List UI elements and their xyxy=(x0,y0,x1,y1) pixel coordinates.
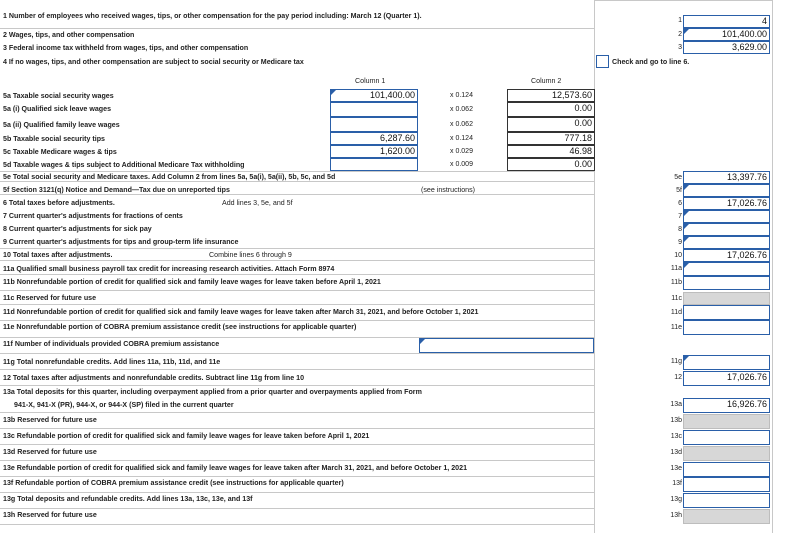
right-line-label: 12 xyxy=(674,374,682,381)
divider xyxy=(0,444,594,445)
line-5ai-label: 5a (i) Qualified sick leave wages xyxy=(3,105,112,113)
line-12-input[interactable]: 17,026.76 xyxy=(683,371,770,386)
line-11f-label: 11f Number of individuals provided COBRA premium assistance xyxy=(3,340,220,348)
divider xyxy=(0,353,594,354)
line-13a-input[interactable]: 16,926.76 xyxy=(683,398,770,413)
line-11c-reserved-field xyxy=(683,292,770,305)
right-line-label: 11e xyxy=(670,324,682,331)
line-5f-note: (see instructions) xyxy=(421,186,476,194)
right-line-label: 8 xyxy=(678,226,682,233)
line-13a-label-cont: 941-X, 941-X (PR), 944-X, or 944-X (SP) filed in the current quarter xyxy=(14,401,234,409)
line-5f-input[interactable] xyxy=(683,184,770,197)
line-5ai-rate: x 0.062 xyxy=(450,106,473,113)
line-11a-input[interactable] xyxy=(683,262,770,276)
line-2-label: 2 Wages, tips, and other compensation xyxy=(3,31,135,39)
column-divider xyxy=(594,0,595,533)
line-8-label: 8 Current quarter's adjustments for sick pay xyxy=(3,225,152,233)
line-5b-label: 5b Taxable social security tips xyxy=(3,135,105,143)
divider xyxy=(0,385,594,386)
divider xyxy=(0,171,594,172)
line-11e-label: 11e Nonrefundable portion of COBRA premium assistance credit (see instructions for applicable quarter) xyxy=(3,323,357,331)
line-13h-label: 13h Reserved for future use xyxy=(3,511,97,519)
line-5a-label: 5a Taxable social security wages xyxy=(3,92,114,100)
right-line-label: 13g xyxy=(670,496,682,503)
right-line-label: 13a xyxy=(670,401,682,408)
right-line-label: 11b xyxy=(670,279,682,286)
line-6-input[interactable]: 17,026.76 xyxy=(683,197,770,210)
divider xyxy=(0,369,594,370)
divider xyxy=(0,28,594,29)
line-11c-label: 11c Reserved for future use xyxy=(3,294,97,302)
line-9-input[interactable] xyxy=(683,236,770,249)
divider xyxy=(0,248,594,249)
right-line-label: 13h xyxy=(670,512,682,519)
right-line-label: 10 xyxy=(674,252,682,259)
divider xyxy=(0,412,594,413)
line-5c-column-2-value: 46.98 xyxy=(507,145,595,158)
line-10-note: Combine lines 6 through 9 xyxy=(209,251,292,259)
line-13h-reserved-field xyxy=(683,509,770,524)
line-5c-column-1-input[interactable]: 1,620.00 xyxy=(330,145,418,158)
column-2-header: Column 2 xyxy=(531,77,562,85)
line-13f-input[interactable] xyxy=(683,477,770,492)
line-7-input[interactable] xyxy=(683,210,770,223)
column-1-header: Column 1 xyxy=(355,77,386,85)
line-9-label: 9 Current quarter's adjustments for tips and group-term life insurance xyxy=(3,238,239,246)
line-5d-column-2-value: 0.00 xyxy=(507,158,595,171)
divider xyxy=(0,260,594,261)
line-5ai-column-1-input[interactable] xyxy=(330,102,418,117)
line-13f-label: 13f Refundable portion of COBRA premium assistance credit (see instructions for applicable quarter) xyxy=(3,479,344,487)
line-13d-reserved-field xyxy=(683,446,770,461)
line-4-check-label: Check and go to line 6. xyxy=(612,58,690,66)
line-5aii-column-2-value: 0.00 xyxy=(507,117,595,132)
divider xyxy=(0,460,594,461)
divider xyxy=(0,304,594,305)
divider xyxy=(0,492,594,493)
line-11e-input[interactable] xyxy=(683,320,770,335)
divider xyxy=(0,428,594,429)
line-5a-column-2-value: 12,573.60 xyxy=(507,89,595,102)
right-line-label: 2 xyxy=(678,31,682,38)
line-13c-label: 13c Refundable portion of credit for qualified sick and family leave wages for leave taken before April 1, 2021 xyxy=(3,432,370,440)
line-11a-label: 11a Qualified small business payroll tax credit for increasing research activities. Attach Form 8974 xyxy=(3,265,335,273)
line-10-label: 10 Total taxes after adjustments. xyxy=(3,251,113,259)
line-11g-label: 11g Total nonrefundable credits. Add lines 11a, 11b, 11d, and 11e xyxy=(3,358,221,366)
right-line-label: 13e xyxy=(670,465,682,472)
line-11b-input[interactable] xyxy=(683,276,770,290)
right-line-label: 9 xyxy=(678,239,682,246)
line-5a-column-1-input[interactable]: 101,400.00 xyxy=(330,89,418,102)
divider xyxy=(0,476,594,477)
line-6-note: Add lines 3, 5e, and 5f xyxy=(222,199,293,207)
line-5d-label: 5d Taxable wages & tips subject to Additional Medicare Tax withholding xyxy=(3,161,245,169)
line-11d-input[interactable] xyxy=(683,305,770,320)
divider xyxy=(0,274,594,275)
line-11b-label: 11b Nonrefundable portion of credit for qualified sick and family leave wages for leave taken before April 1, 2021 xyxy=(3,278,381,286)
divider xyxy=(0,320,594,321)
line-5aii-column-1-input[interactable] xyxy=(330,117,418,132)
line-11f-input[interactable] xyxy=(419,338,594,353)
right-line-label: 7 xyxy=(678,213,682,220)
line-6-label: 6 Total taxes before adjustments. xyxy=(3,199,115,207)
divider xyxy=(0,290,594,291)
line-13a-label: 13a Total deposits for this quarter, including overpayment applied from a prior quarter and overpayments applied from Form xyxy=(3,388,422,396)
line-4-checkbox[interactable] xyxy=(596,55,609,68)
right-line-label: 11d xyxy=(670,309,682,316)
line-1-input[interactable]: 4 xyxy=(683,15,770,28)
line-5aii-rate: x 0.062 xyxy=(450,121,473,128)
right-line-label: 5e xyxy=(674,174,682,181)
divider xyxy=(0,508,594,509)
line-5b-column-2-value: 777.18 xyxy=(507,132,595,145)
column-divider xyxy=(772,0,773,533)
line-12-label: 12 Total taxes after adjustments and nonrefundable credits. Subtract line 11g from line 10 xyxy=(3,374,305,382)
line-13b-reserved-field xyxy=(683,414,770,429)
line-5e-input[interactable]: 13,397.76 xyxy=(683,171,770,184)
line-5aii-label: 5a (ii) Qualified family leave wages xyxy=(3,121,120,129)
line-13b-label: 13b Reserved for future use xyxy=(3,416,97,424)
line-10-input[interactable]: 17,026.76 xyxy=(683,249,770,262)
line-5c-rate: x 0.029 xyxy=(450,148,473,155)
divider xyxy=(594,0,772,1)
line-5ai-column-2-value: 0.00 xyxy=(507,102,595,117)
line-13g-input[interactable] xyxy=(683,493,770,508)
line-13g-label: 13g Total deposits and refundable credits. Add lines 13a, 13c, 13e, and 13f xyxy=(3,495,253,503)
line-5b-rate: x 0.124 xyxy=(450,135,473,142)
right-line-label: 6 xyxy=(678,200,682,207)
line-3-input[interactable]: 3,629.00 xyxy=(683,41,770,54)
right-line-label: 13c xyxy=(670,433,682,440)
line-11g-input[interactable] xyxy=(683,355,770,370)
right-line-label: 3 xyxy=(678,44,682,51)
line-13d-label: 13d Reserved for future use xyxy=(3,448,97,456)
line-7-label: 7 Current quarter's adjustments for fractions of cents xyxy=(3,212,183,220)
line-8-input[interactable] xyxy=(683,223,770,236)
right-line-label: 5f xyxy=(676,187,682,194)
right-line-label: 11g xyxy=(670,358,682,365)
right-line-label: 11c xyxy=(671,295,682,302)
divider xyxy=(0,524,594,525)
line-4-label: 4 If no wages, tips, and other compensation are subject to social security or Medicare tax xyxy=(3,58,304,66)
line-1-label: 1 Number of employees who received wages, tips, or other compensation for the pay period including: March 12 (Quarter 1). xyxy=(3,12,422,20)
line-5d-rate: x 0.009 xyxy=(450,161,473,168)
line-13c-input[interactable] xyxy=(683,430,770,445)
line-5e-label: 5e Total social security and Medicare taxes. Add Column 2 from lines 5a, 5a(i), 5a(ii), 5b, 5c, and 5d xyxy=(3,173,336,181)
right-line-label: 13f xyxy=(672,480,682,487)
line-5a-rate: x 0.124 xyxy=(450,92,473,99)
line-13e-label: 13e Refundable portion of credit for qualified sick and family leave wages for leave taken after March 31, 2021, and before October 1, 2021 xyxy=(3,464,468,472)
right-line-label: 13d xyxy=(670,449,682,456)
line-5f-label: 5f Section 3121(q) Notice and Demand—Tax due on unreported tips xyxy=(3,186,230,194)
line-13e-input[interactable] xyxy=(683,462,770,477)
line-5d-column-1-input[interactable] xyxy=(330,158,418,171)
line-3-label: 3 Federal income tax withheld from wages, tips, and other compensation xyxy=(3,44,249,52)
right-line-label: 1 xyxy=(678,17,682,24)
right-line-label: 11a xyxy=(670,265,682,272)
line-5b-column-1-input[interactable]: 6,287.60 xyxy=(330,132,418,145)
line-5c-label: 5c Taxable Medicare wages & tips xyxy=(3,148,117,156)
line-2-input[interactable]: 101,400.00 xyxy=(683,28,770,41)
line-11d-label: 11d Nonrefundable portion of credit for qualified sick and family leave wages for leave taken after March 31, 2021, and before October 1, 2021 xyxy=(3,308,479,316)
right-line-label: 13b xyxy=(670,417,682,424)
